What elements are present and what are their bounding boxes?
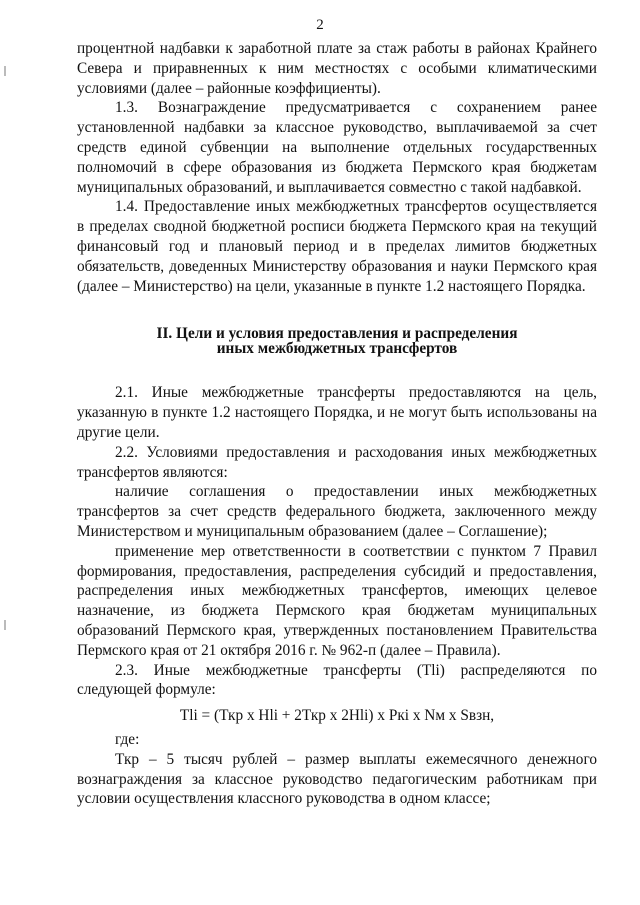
page-number: 2 [316,17,324,33]
scan-edge-mark [4,620,6,630]
paragraph: наличие соглашения о предоставлении иных межбюджетных трансфертов за счет средств федерального бюджета, заключенного между Министерством и муниципальным образованием (далее – Соглашение); [77,483,597,540]
paragraph: Ткр – 5 тысяч рублей – размер выплаты ежемесячного денежного вознаграждения за классное руководство педагогическим работникам при условии осуществления классного руководства в одном классе; [77,750,597,808]
paragraph: 2.2. Условиями предоставления и расходования иных межбюджетных трансфертов являются: [77,443,597,481]
paragraph: процентной надбавки к заработной плате за стаж работы в районах Крайнего Севера и приравненных к ним местностях с особыми климатическими условиями (далее – районные коэффициенты). [77,40,597,97]
document-body [77,39,597,809]
paragraph: 2.1. Иные межбюджетные трансферты предоставляются на цель, указанную в пункте 1.2 настоящего Порядка, и не могут быть использованы на другие цели. [77,384,597,441]
paragraph: применение мер ответственности в соответствии с пунктом 7 Правил формирования, предоставления, распределения субсидий и предоставления, распределения иных межбюджетных трансфертов, имеющих целевое назначение, из бюджета Пермского края бюджетам муниципальных образований Пермского края, утвержденных постановлением Правительства Пермского края от 21 октября 2016 г. № 962-п (далее – Правила). [77,542,597,659]
paragraph: 1.4. Предоставление иных межбюджетных трансфертов осуществляется в пределах сводной бюджетной росписи бюджета Пермского края на текущий финансовый год и плановый период и в пределах лимитов бюджетных обязательств, доведенных Министерству образования и науки Пермского края (далее – Министерство) на цели, указанные в пункте 1.2 настоящего Порядка. [77,198,597,295]
section-heading-line: иных межбюджетных трансфертов [216,340,458,358]
section-heading-line: II. Цели и условия предоставления и распределения [156,325,518,343]
paragraph: 1.3. Вознаграждение предусматривается с сохранением ранее установленной надбавки за классное руководство, выплачиваемой за счет средств единой субвенции на выполнение отдельных государственных полномочий в сфере образования из бюджета Пермского края бюджетам муниципальных образований, и выплачивается совместно с такой надбавкой. [77,99,597,196]
section-heading [77,326,597,356]
formula: Tli = (Ткр x Hli + 2Ткр x 2Hli) x Pкi x Nм x Sвзн, [179,707,495,725]
scan-edge-mark [4,66,6,76]
paragraph: 2.3. Иные межбюджетные трансферты (Tli) распределяются по следующей формуле: [77,661,597,699]
paragraph: где: [115,730,140,748]
